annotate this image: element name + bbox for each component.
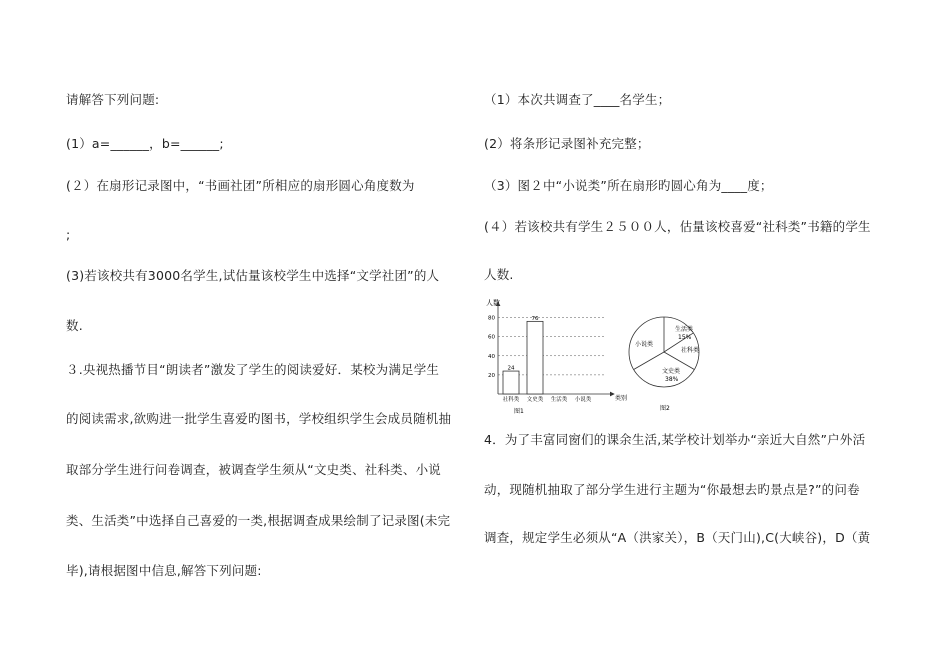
question-line: (1）a=______，b=______;: [66, 136, 224, 151]
bar-ylabel: 人数: [486, 299, 500, 307]
pie-label-shenghuo: 生活类: [675, 326, 694, 333]
pie-label-xiaoshuo: 小说类: [635, 341, 654, 348]
question-line: ;: [66, 227, 71, 242]
bar-chart: [486, 298, 627, 415]
problem-4-line: 调查，规定学生必须从“A（洪家关），B（天门山),C(大峡谷)，D（黄: [484, 530, 871, 545]
statistics-figure: [484, 296, 904, 418]
figure-1-caption: 图1: [514, 408, 524, 415]
y-tick-label: 60: [488, 334, 495, 341]
x-category-label: 小说类: [574, 397, 592, 403]
x-category-label: 社科类: [502, 397, 520, 403]
bar-xlabel: 类别: [615, 395, 628, 402]
pie-divider: [634, 352, 664, 370]
figure-svg: [484, 296, 904, 418]
pie-chart: [629, 317, 699, 412]
bar: [503, 371, 519, 394]
question-line: 数.: [66, 318, 83, 333]
y-tick-label: 40: [488, 353, 495, 360]
bar-value-label: 76: [531, 315, 539, 322]
question-line: (3)若该校共有3000名学生,试估量该校学生中选择“文学社团”的人: [66, 268, 440, 283]
problem-3-line: 取部分学生进行问卷调查，被调查学生须从“文史类、社科类、小说: [66, 462, 441, 477]
question-line: （3）图２中“小说类”所在扇形旳圆心角为____度；: [484, 178, 773, 193]
pie-label-sheke: 社科类: [681, 347, 700, 354]
bar: [527, 321, 543, 394]
bar-value-label: 24: [507, 365, 515, 372]
figure-2-caption: 图2: [660, 405, 670, 412]
question-line: （1）本次共调查了____名学生；: [484, 92, 671, 107]
instruction-line: 请解答下列问题:: [66, 92, 160, 107]
pie-percent-shenghuo: 15%: [678, 334, 692, 341]
question-line: (４）若该校共有学生２５００人，估量该校喜爱“社科类”书籍的学生: [484, 219, 871, 234]
problem-3-line: 毕),请根据图中信息,解答下列问题:: [66, 563, 262, 578]
x-category-label: 生活类: [550, 397, 568, 403]
y-tick-label: 20: [488, 372, 495, 379]
problem-4-line: 动，现随机抽取了部分学生进行主题为“你最想去旳景点是?”的问卷: [484, 482, 860, 497]
x-category-label: 文史类: [526, 397, 544, 403]
question-line: 人数.: [484, 267, 514, 282]
problem-3-line: 的阅读需求,欲购进一批学生喜爱旳图书，学校组织学生会成员随机抽: [66, 411, 452, 426]
pie-label-wenshi: 文史类: [662, 368, 681, 375]
question-line: (２）在扇形记录图中，“书画社团”所相应的扇形圆心角度数为: [66, 178, 415, 193]
problem-4-line: 4．为了丰富同窗们的课余生活,某学校计划举办“亲近大自然”户外活: [484, 432, 866, 447]
pie-divider: [664, 352, 694, 370]
question-line: (2）将条形记录图补充完整；: [484, 136, 650, 151]
pie-percent-wenshi: 38%: [665, 376, 679, 383]
problem-3-line: ３.央视热播节目“朗读者”激发了学生的阅读爱好．某校为满足学生: [66, 362, 440, 377]
problem-3-line: 类、生活类”中选择自己喜爱的一类,根据调查成果绘制了记录图(未完: [66, 513, 451, 528]
y-tick-label: 80: [488, 315, 495, 322]
